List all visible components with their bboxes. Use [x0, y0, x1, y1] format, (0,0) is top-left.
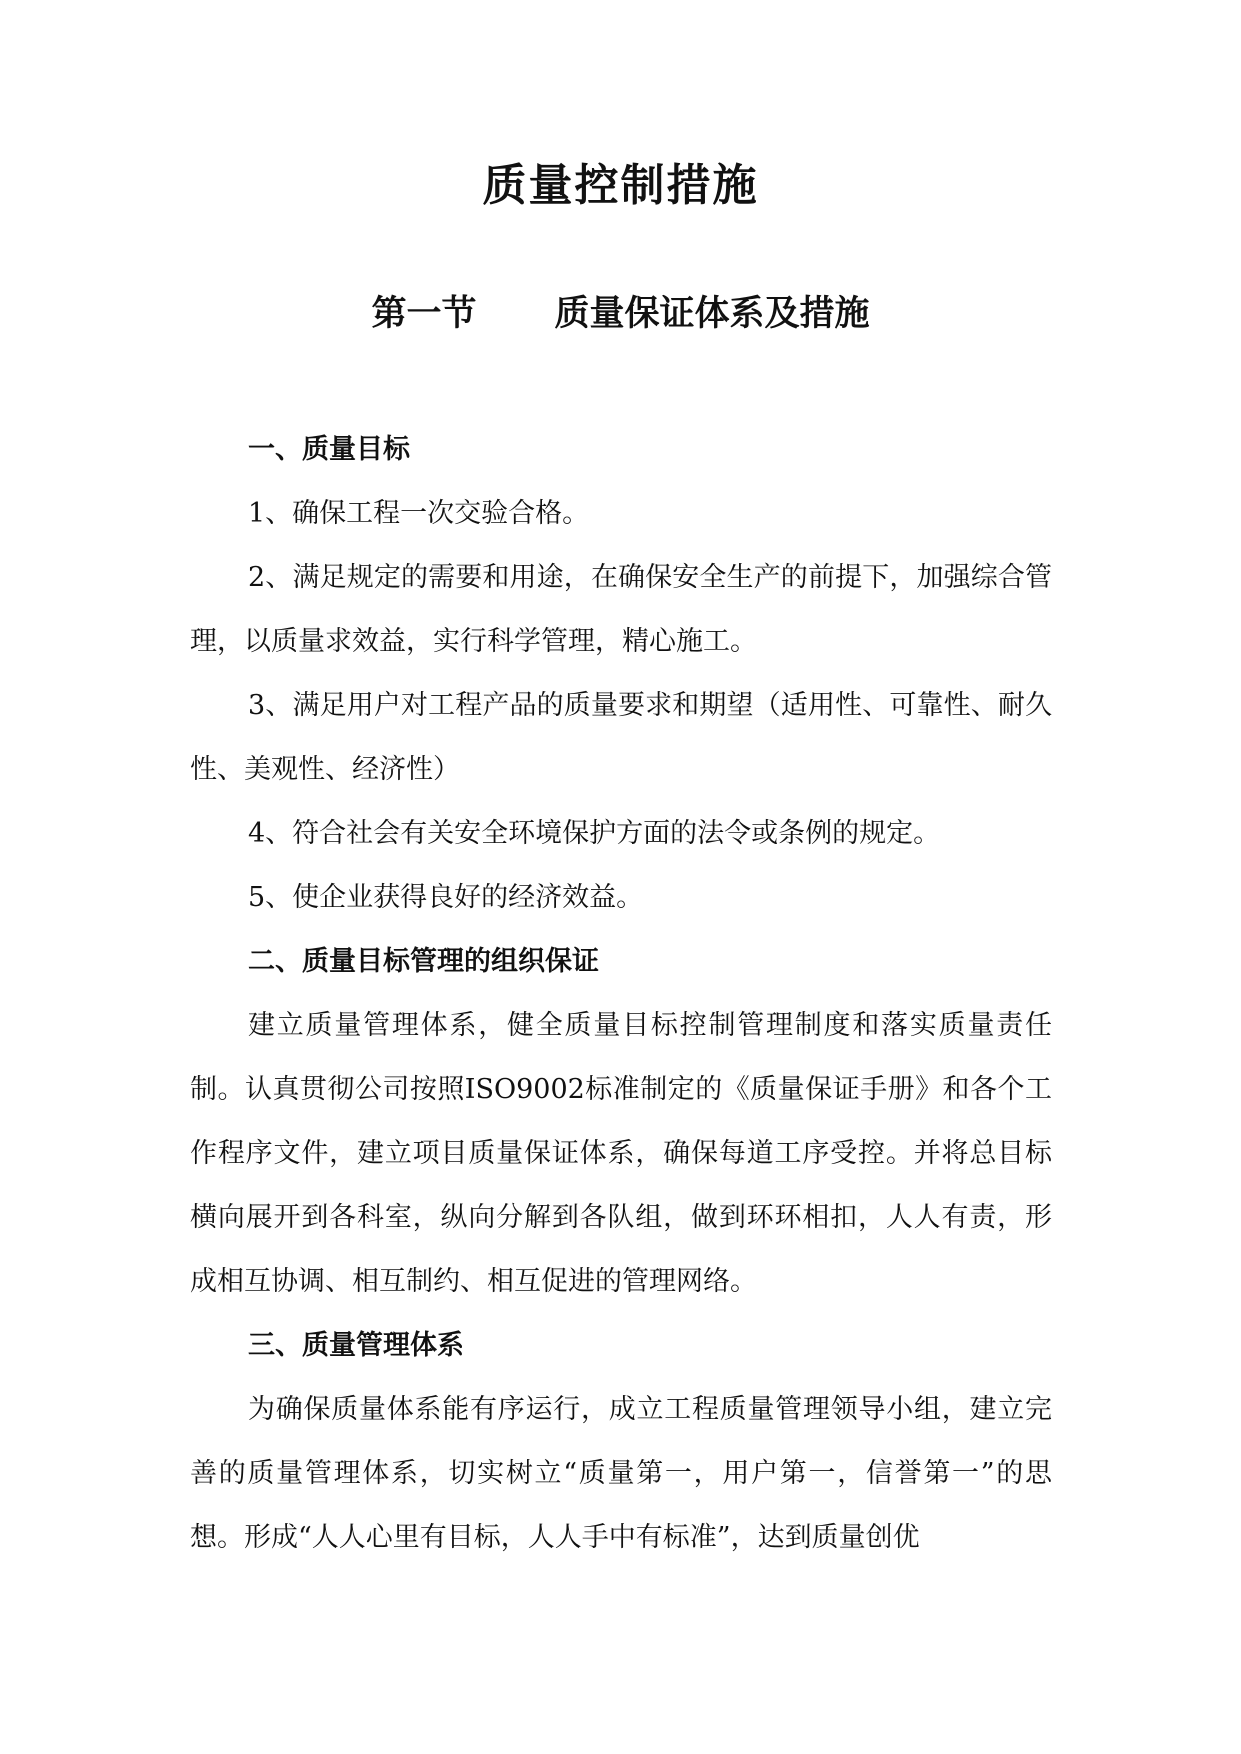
paragraph-organization-guarantee: 建立质量管理体系，健全质量目标控制管理制度和落实质量责任制。认真贯彻公司按照ISO9002标准制定的《质量保证手册》和各个工作程序文件，建立项目质量保证体系，确保每道工序受控。并将总目标横向展开到各科室，纵向分解到各队组，做到环环相扣，人人有责，形成相互协调、相互制约、相互促进的管理网络。	[190, 1010, 1052, 1297]
paragraph-goal-2: 2、满足规定的需要和用途，在确保安全生产的前提下，加强综合管理，以质量求效益，实行科学管理，精心施工。	[190, 562, 1052, 657]
document-title: 质量控制措施	[482, 160, 759, 211]
section-title	[0, 290, 1241, 338]
paragraph-goal-1: 1、确保工程一次交验合格。	[248, 498, 590, 529]
heading-organization-guarantee: 二、质量目标管理的组织保证	[248, 946, 599, 977]
section-name: 质量保证体系及措施	[554, 293, 870, 334]
paragraph-goal-5: 5、使企业获得良好的经济效益。	[248, 882, 644, 913]
paragraph-goal-3: 3、满足用户对工程产品的质量要求和期望（适用性、可靠性、耐久性、美观性、经济性）	[190, 690, 1052, 785]
paragraph-goal-4: 4、符合社会有关安全环境保护方面的法令或条例的规定。	[248, 818, 941, 849]
heading-quality-goals: 一、质量目标	[248, 434, 410, 465]
section-number: 第一节	[371, 293, 477, 334]
paragraph-quality-management-system: 为确保质量体系能有序运行，成立工程质量管理领导小组，建立完善的质量管理体系，切实树立“质量第一，用户第一，信誉第一”的思想。形成“人人心里有目标，人人手中有标准”，达到质量创优	[190, 1394, 1052, 1553]
document-body	[190, 418, 1052, 1570]
heading-quality-management-system: 三、质量管理体系	[248, 1330, 464, 1361]
